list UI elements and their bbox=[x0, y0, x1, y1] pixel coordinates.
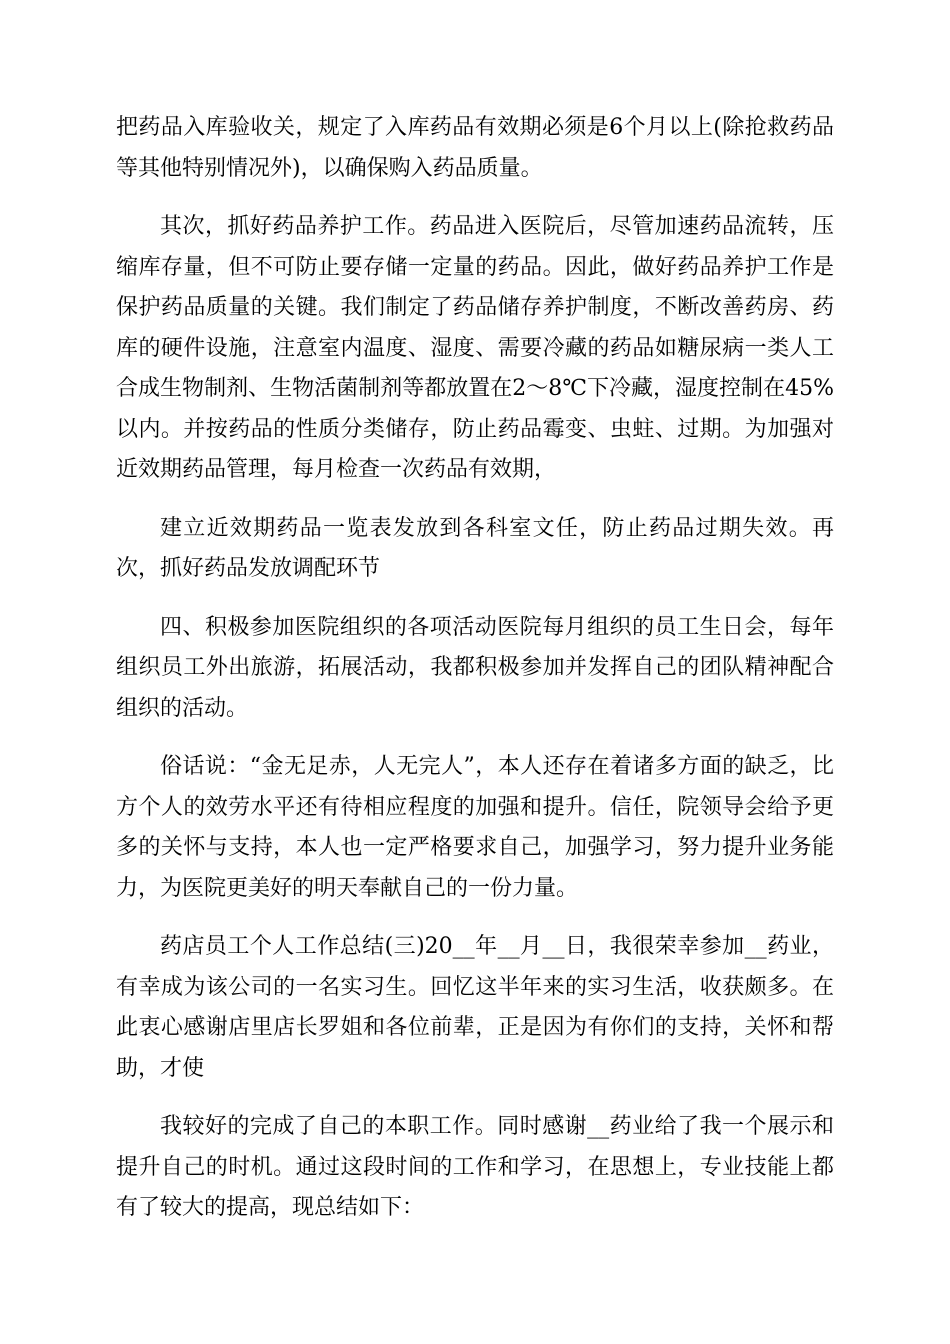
document-page bbox=[116, 108, 834, 1247]
paragraph-summary-three-thanks: 我较好的完成了自己的本职工作。同时感谢__药业给了我一个展示和提升自己的时机。通过这段时间的工作和学习，在思想上，专业技能上都有了较大的提高，现总结如下： bbox=[116, 1114, 834, 1220]
paragraph-summary-three-intro: 药店员工个人工作总结(三)20__年__月__日，我很荣幸参加__药业，有幸成为该公司的一名实习生。回忆这半年来的实习生活，收获颇多。在此衷心感谢店里店长罗姐和各位前辈，正是因为有你们的支持，关怀和帮助，才使 bbox=[116, 934, 834, 1081]
paragraph-expiry-list: 建立近效期药品一览表发放到各科室文任，防止药品过期失效。再次，抓好药品发放调配环节 bbox=[116, 515, 834, 581]
paragraph-self-assessment: 俗话说：“金无足赤，人无完人”，本人还存在着诸多方面的缺乏，比方个人的效劳水平还有待相应程度的加强和提升。信任，院领导会给予更多的关怀与支持，本人也一定严格要求自己，加强学习，努力提升业务能力，为医院更美好的明天奉献自己的一份力量。 bbox=[116, 754, 834, 901]
paragraph-drug-maintenance: 其次，抓好药品养护工作。药品进入医院后，尽管加速药品流转，压缩库存量，但不可防止要存储一定量的药品。因此，做好药品养护工作是保护药品质量的关键。我们制定了药品储存养护制度，不断改善药房、药库的硬件设施，注意室内温度、湿度、需要冷藏的药品如糖尿病一类人工合成生物制剂、生物活菌制剂等都放置在2～8℃下冷藏，湿度控制在45%以内。并按药品的性质分类储存，防止药品霉变、虫蛀、过期。为加强对近效期药品管理，每月检查一次药品有效期， bbox=[116, 214, 834, 482]
paragraph-hospital-activities: 四、积极参加医院组织的各项活动医院每月组织的员工生日会，每年组织员工外出旅游，拓展活动，我都积极参加并发挥自己的团队精神配合组织的活动。 bbox=[116, 614, 834, 721]
paragraph-storage-acceptance: 把药品入库验收关，规定了入库药品有效期必须是6个月以上(除抢救药品等其他特别情况外)，以确保购入药品质量。 bbox=[116, 115, 834, 181]
